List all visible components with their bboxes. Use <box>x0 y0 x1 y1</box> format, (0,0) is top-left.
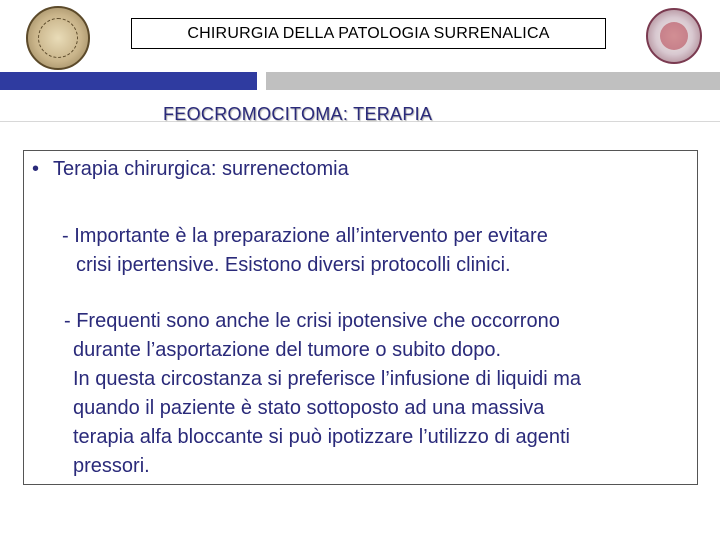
bullet-text: Terapia chirurgica: surrenectomia <box>53 158 349 180</box>
paragraph-line: quando il paziente è stato sottoposto ad una massiva <box>73 397 545 419</box>
bullet-icon: • <box>32 158 40 180</box>
accent-bar <box>0 72 257 90</box>
paragraph-line: durante l’asportazione del tumore o subito dopo. <box>73 339 502 361</box>
slide-title: FEOCROMOCITOMA: TERAPIA <box>163 104 433 124</box>
paragraph-line: crisi ipertensive. Esistono diversi protocolli clinici. <box>76 254 511 276</box>
header-title-box <box>131 18 606 49</box>
institution-seal-icon <box>646 8 702 64</box>
paragraph-hypotension <box>64 307 581 481</box>
paragraph-preparation <box>62 222 548 280</box>
paragraph-line: terapia alfa bloccante si può ipotizzare l’utilizzo di agenti <box>73 426 570 448</box>
secondary-bar <box>266 72 720 90</box>
header-title: CHIRURGIA DELLA PATOLOGIA SURRENALICA <box>187 24 550 42</box>
paragraph-line: - Importante è la preparazione all’intervento per evitare <box>62 225 548 247</box>
paragraph-line: - Frequenti sono anche le crisi ipotensive che occorrono <box>64 310 560 332</box>
paragraph-line: In questa circostanza si preferisce l’infusione di liquidi ma <box>73 368 582 390</box>
paragraph-line: pressori. <box>73 455 150 477</box>
bullet-item <box>32 158 349 181</box>
university-seal-icon <box>26 6 90 70</box>
